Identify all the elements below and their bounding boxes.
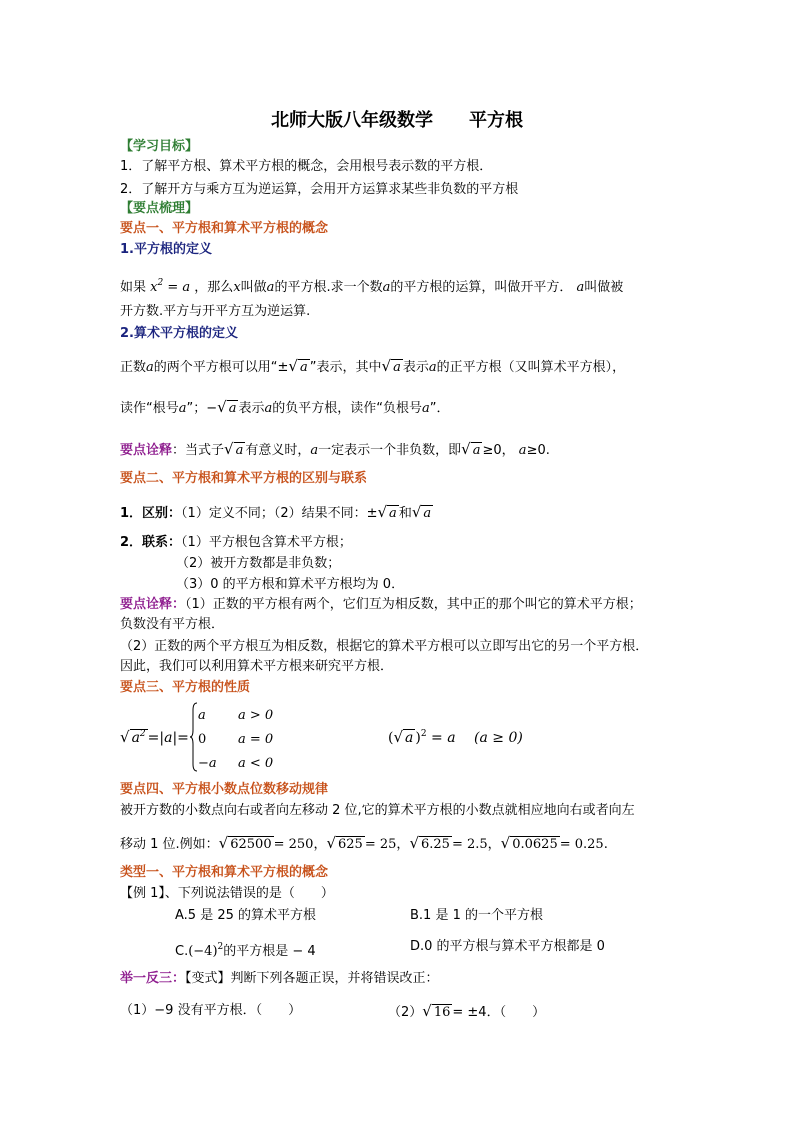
note2-line4: 因此，我们可以利用算术平方根来研究平方根． bbox=[120, 659, 394, 674]
def1-line2: 开方数.平方与开平方互为逆运算. bbox=[120, 304, 311, 319]
radicand: 62500 bbox=[230, 837, 272, 852]
variant-q2-text: = ±4．（ ） bbox=[452, 1005, 546, 1020]
def2-line2-b: ”；− bbox=[186, 401, 218, 416]
radicand: 16 bbox=[433, 1005, 451, 1020]
goal-1: 1．了解平方根、算术平方根的概念，会用根号表示数的平方根． bbox=[120, 159, 493, 174]
sqrt-a-squared: √ $a^2$ bbox=[120, 728, 146, 746]
sqrt-16: √ 16 bbox=[422, 1002, 451, 1020]
math-a: a bbox=[310, 443, 319, 458]
note1-line bbox=[120, 440, 550, 460]
variant-text: 【变式】判断下列各题正误，并将错误改正： bbox=[185, 971, 439, 986]
def1-text-d: 的平方根.求一个数 bbox=[274, 280, 383, 295]
note2-line2: 负数没有平方根． bbox=[120, 617, 225, 632]
exponent-2: 2 bbox=[420, 729, 427, 739]
sqrt-a: √ a bbox=[377, 503, 397, 521]
result: = 2.5 bbox=[451, 837, 488, 852]
goal-2: 2．了解开方与乘方互为逆运算，会用开方运算求某些非负数的平方根 bbox=[120, 182, 519, 197]
math-a: a bbox=[422, 401, 430, 416]
math-a: a bbox=[164, 730, 173, 746]
case-condition: a < 0 bbox=[238, 756, 274, 771]
note2-line3: （2）正数的两个平方根互为相反数，根据它的算术平方根可以立即写出它的另一个平方根． bbox=[120, 639, 649, 654]
math-a: a bbox=[576, 280, 585, 295]
sqrt-a: √ a bbox=[381, 357, 401, 375]
case-value: −a bbox=[198, 756, 217, 771]
def2-text-c: ”表示，其中 bbox=[309, 360, 382, 375]
option-c-text: 的平方根是 − 4 bbox=[223, 944, 316, 959]
points-header: 【要点梳理】 bbox=[120, 201, 199, 216]
property-formula-abs bbox=[120, 728, 189, 746]
variant-line bbox=[120, 970, 439, 988]
def2-line2-e: ”． bbox=[429, 401, 450, 416]
cases-brace-icon bbox=[190, 702, 198, 772]
variant-q2 bbox=[388, 1002, 545, 1022]
diff-and: 和 bbox=[398, 506, 412, 521]
def2-header: 2.算术平方根的定义 bbox=[120, 326, 238, 341]
case-row bbox=[198, 728, 273, 752]
result: = 0.25. bbox=[559, 837, 608, 852]
paren-open: ( bbox=[388, 730, 394, 746]
radicand: 6.25 bbox=[421, 837, 450, 852]
paren-close: ) bbox=[415, 730, 421, 746]
def1-text-e: 的平方根的运算，叫做开平方． bbox=[390, 280, 573, 295]
note1-label: 要点诠释 bbox=[120, 443, 173, 458]
def2-text-e: 的正平方根（又叫算术平方根）， bbox=[436, 360, 626, 375]
sqrt-a: √ a bbox=[393, 728, 414, 746]
radicand: 0.0625 bbox=[512, 837, 558, 852]
rel-2: （2）被开方数都是非负数； bbox=[176, 556, 341, 571]
sqrt-6-25: √ 6.25 bbox=[409, 834, 450, 852]
case-value: 0 bbox=[198, 732, 207, 747]
def2-line2-a: 读作“根号 bbox=[120, 401, 179, 416]
sqrt-62500: √ 62500 bbox=[218, 834, 272, 852]
math-a: a bbox=[518, 443, 527, 458]
note1-text-e: ≥0. bbox=[526, 443, 550, 458]
sqrt-a: √ a bbox=[411, 503, 432, 521]
diff-line bbox=[120, 503, 433, 523]
result: = 250 bbox=[273, 837, 314, 852]
property-cases bbox=[198, 704, 273, 776]
option-d: D.0 的平方根与算术平方根都是 0 bbox=[410, 939, 605, 954]
sqrt-a: √ a bbox=[461, 440, 481, 458]
math-a: a bbox=[264, 401, 273, 416]
result: = 25 bbox=[364, 837, 397, 852]
math-a: a bbox=[266, 280, 275, 295]
property-formula-square bbox=[388, 728, 523, 746]
rule-line2-a: 移动 1 位.例如： bbox=[120, 837, 219, 852]
note1-text-d: ≥0， bbox=[482, 443, 515, 458]
option-b: B.1 是 1 的一个平方根 bbox=[410, 908, 543, 923]
def1-text-a: 如果 bbox=[120, 280, 147, 295]
rel-1: （1）平方根包含算术平方根； bbox=[181, 535, 352, 550]
point2-header: 要点二、平方根和算术平方根的区别与联系 bbox=[120, 471, 368, 486]
math-neg4-squared: $(-4)^2$ bbox=[188, 942, 224, 959]
def2-line2-c: 表示 bbox=[238, 401, 265, 416]
def2-text-d: 表示 bbox=[402, 360, 429, 375]
sqrt-a: √ a bbox=[288, 357, 308, 375]
type1-header: 类型一、平方根和算术平方根的概念 bbox=[120, 865, 329, 880]
math-x: x bbox=[233, 280, 241, 295]
math-a: a bbox=[146, 360, 154, 375]
note1-text-b: 有意义时， bbox=[245, 443, 311, 458]
note2-line1 bbox=[120, 596, 642, 614]
def1-line1 bbox=[120, 274, 623, 297]
case-condition: a > 0 bbox=[238, 708, 274, 723]
case-row bbox=[198, 752, 273, 776]
def2-text-a: 正数 bbox=[120, 360, 147, 375]
def2-text-b: 的两个平方根可以用“± bbox=[153, 360, 289, 375]
case-value: a bbox=[198, 708, 206, 723]
def2-line2-d: 的负平方根，读作“负根号 bbox=[272, 401, 423, 416]
point1-header: 要点一、平方根和算术平方根的概念 bbox=[120, 221, 329, 236]
def1-text-f: 叫做被 bbox=[584, 280, 624, 295]
case-row bbox=[198, 704, 273, 728]
point4-header: 要点四、平方根小数点位数移动规律 bbox=[120, 782, 329, 797]
rule-line2: 移动 1 位.例如：√ 62500 = 250，√ 625 = 25，√ 6.25 = 2.5，√ 0.0625 = 0.25. bbox=[120, 834, 608, 852]
option-c-label: C. bbox=[175, 944, 189, 959]
sqrt-a: √ a bbox=[217, 398, 237, 416]
example1-title: 【例 1】、下列说法错误的是（ ） bbox=[120, 886, 334, 901]
math-x-squared-eq-a: $x^2 = a$ bbox=[150, 278, 191, 295]
def1-text-b: ，那么 bbox=[194, 280, 234, 295]
diff-label: 1．区别： bbox=[120, 506, 182, 521]
def2-line2 bbox=[120, 398, 450, 418]
note2-label: 要点诠释： bbox=[120, 597, 186, 612]
variant-label: 举一反三： bbox=[120, 971, 186, 986]
prop-eq-abs-open: =| bbox=[147, 730, 165, 746]
case-condition: a = 0 bbox=[238, 732, 274, 747]
radicand: 625 bbox=[338, 837, 363, 852]
note2-text-a: （1）正数的平方根有两个，它们互为相反数，其中正的那个叫它的算术平方根； bbox=[185, 597, 642, 612]
rel-line1 bbox=[120, 534, 352, 552]
rel-3: （3）0 的平方根和算术平方根均为 0． bbox=[176, 577, 405, 592]
sqrt-0-0625: √ 0.0625 bbox=[500, 834, 558, 852]
diff-text: （1）定义不同；（2）结果不同：± bbox=[181, 506, 378, 521]
goals-header: 【学习目标】 bbox=[120, 139, 199, 154]
prop2-eq: = a bbox=[431, 730, 456, 746]
def1-header: 1.平方根的定义 bbox=[120, 242, 212, 257]
variant-q2-label: （2） bbox=[388, 1005, 423, 1020]
def2-line1 bbox=[120, 357, 625, 377]
option-a: A.5 是 25 的算术平方根 bbox=[175, 908, 317, 923]
prop2-cond: (a ≥ 0) bbox=[474, 730, 523, 746]
sqrt-a: √ a bbox=[224, 440, 244, 458]
page-title: 北师大版八年级数学 平方根 bbox=[271, 110, 523, 131]
rule-line1: 被开方数的小数点向右或者向左移动 2 位,它的算术平方根的小数点就相应地向右或者向左 bbox=[120, 803, 635, 818]
def1-text-c: 叫做 bbox=[240, 280, 267, 295]
math-a: a bbox=[428, 360, 437, 375]
option-c bbox=[175, 938, 316, 961]
prop-eq-abs-close: |= bbox=[172, 730, 189, 746]
sqrt-625: √ 625 bbox=[326, 834, 363, 852]
variant-q1: （1）−9 没有平方根．（ ） bbox=[120, 1003, 302, 1018]
note1-text-a: ：当式子 bbox=[172, 443, 225, 458]
point3-header: 要点三、平方根的性质 bbox=[120, 680, 251, 695]
rel-label: 2．联系： bbox=[120, 535, 182, 550]
note1-text-c: 一定表示一个非负数，即 bbox=[318, 443, 462, 458]
math-a: a bbox=[382, 280, 391, 295]
math-a: a bbox=[178, 401, 187, 416]
